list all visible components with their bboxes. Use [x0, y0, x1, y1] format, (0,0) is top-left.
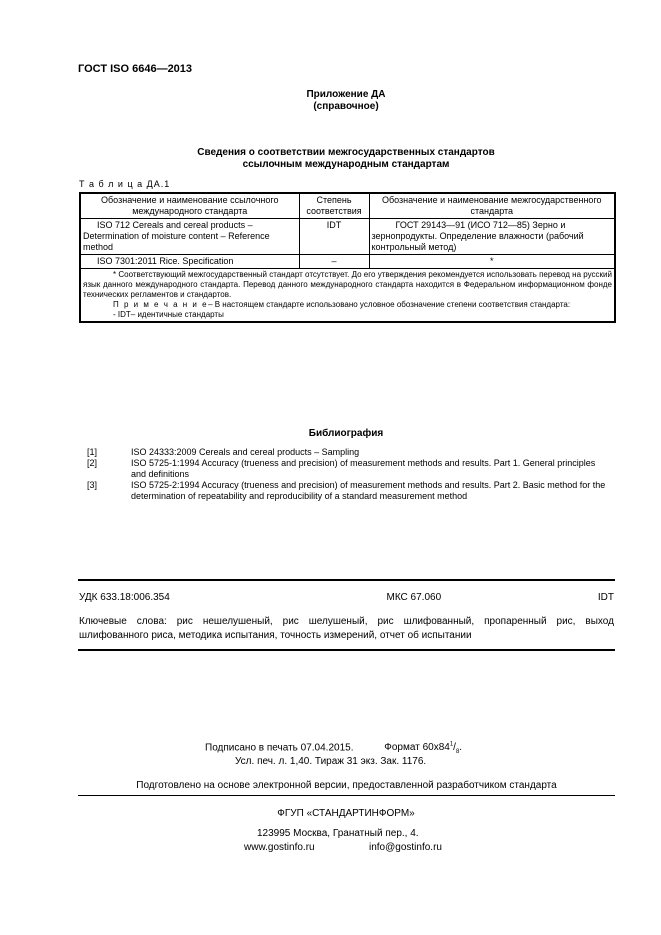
- prepared-note: Подготовлено на основе электронной версии, предоставленной разработчиком стандарта: [136, 780, 557, 791]
- correspondence-title-line1: Сведения о соответствии межгосударственных стандартов: [197, 147, 495, 158]
- publisher-email: info@gostinfo.ru: [369, 842, 442, 853]
- list-item: [87, 480, 612, 502]
- list-item: [87, 458, 612, 480]
- table-footnote: [80, 269, 615, 323]
- cell-intl: [80, 255, 299, 269]
- annex-title: Приложение ДА: [306, 89, 386, 100]
- bib-text: ISO 5725-1:1994 Accuracy (trueness and precision) of measurement methods and results. Part 1. General principles and definitions: [131, 458, 596, 479]
- header-intl: Обозначение и наименование ссылочного международного стандарта: [80, 193, 299, 219]
- annex-subtitle: (справочное): [313, 101, 379, 112]
- annex-heading: [0, 89, 661, 113]
- note-text: – В настоящем стандарте использовано условное обозначение степени соответствия стандарта:: [208, 300, 571, 309]
- bib-number: [3]: [87, 480, 98, 490]
- bib-number: [1]: [87, 447, 98, 457]
- udk-code: УДК 633.18:006.354: [79, 592, 170, 603]
- correspondence-title-line2: ссылочным международным стандартам: [242, 159, 450, 170]
- mks-code: МКС 67.060: [386, 592, 442, 603]
- bibliography-list: [87, 447, 612, 502]
- table-label: Т а б л и ц а ДА.1: [79, 179, 171, 189]
- publisher-site: www.gostinfo.ru: [244, 842, 315, 853]
- cell-intl-text: ISO 712 Cereals and cereal products – Determination of moisture content – Reference method: [83, 220, 270, 252]
- cell-interstate: *: [369, 255, 615, 269]
- list-item: [87, 447, 612, 458]
- correspondence-heading: [0, 147, 661, 171]
- table-footnote-row: [80, 269, 615, 323]
- cell-degree: –: [299, 255, 369, 269]
- cell-intl: [80, 219, 299, 255]
- header-interstate: Обозначение и наименование межгосударственного стандарта: [369, 193, 615, 219]
- note-label: П р и м е ч а н и е: [113, 300, 209, 309]
- cell-degree: IDT: [299, 219, 369, 255]
- cell-interstate: [369, 219, 615, 255]
- format-prefix: Формат 60x84: [384, 742, 450, 754]
- publisher-address: 123995 Москва, Гранатный пер., 4.: [257, 828, 419, 839]
- format-suffix: .: [459, 742, 463, 754]
- imprint-line1: [205, 742, 462, 755]
- divider-top: [78, 579, 615, 581]
- idt-code: IDT: [597, 592, 614, 603]
- bib-text: ISO 5725-2:1994 Accuracy (trueness and precision) of measurement methods and results. Part 2. Basic method for the determination of repeatability and reproducibility of a standard measurement method: [131, 480, 606, 501]
- cell-interstate-text: ГОСТ 29143—91 (ИСО 712—85) Зерно и зернопродукты. Определение влажности (рабочий контрольный метод): [371, 220, 584, 252]
- footnote-text: * Соответствующий межгосударственный стандарт отсутствует. До его утверждения рекомендуется использовать перевод на русский язык данного международного стандарта. Перевод данного международного стандарта находится в Федеральном информационном фонде технических регламентов и стандартов.: [83, 270, 612, 299]
- note-line: [83, 300, 612, 310]
- table-header-row: [80, 193, 615, 219]
- keywords: Ключевые слова: рис нешелушеный, рис шелушеный, рис шлифованный, пропаренный рис, выход шлифованного риса, методика испытания, точность измерений, отчет об испытании: [79, 616, 614, 641]
- bibliography-title: Библиография: [308, 428, 384, 439]
- format-denominator: 8: [455, 749, 460, 756]
- bib-number: [2]: [87, 458, 98, 468]
- bib-text: ISO 24333:2009 Cereals and cereal products – Sampling: [131, 447, 360, 457]
- header-degree: Степень соответствия: [299, 193, 369, 219]
- document-header: ГОСТ ISO 6646—2013: [78, 63, 193, 75]
- divider-bottom: [78, 649, 615, 651]
- imprint-sheets: Усл. печ. л. 1,40. Тираж 31 экз. Зак. 1176.: [235, 756, 427, 767]
- correspondence-table: [79, 192, 616, 323]
- format-numerator: 1: [449, 742, 454, 748]
- note-item: - IDT– идентичные стандарты: [113, 310, 224, 319]
- cell-intl-text: ISO 7301:2011 Rice. Specification: [97, 256, 234, 266]
- divider-thin: [78, 795, 615, 796]
- classification-row: [79, 592, 614, 603]
- signed-date: Подписано в печать 07.04.2015.: [205, 742, 354, 754]
- format: Формат $60x84^1/_8$.: [384, 742, 463, 756]
- publisher-name: ФГУП «СТАНДАРТИНФОРМ»: [277, 808, 415, 819]
- table-row: [80, 255, 615, 269]
- table-row: [80, 219, 615, 255]
